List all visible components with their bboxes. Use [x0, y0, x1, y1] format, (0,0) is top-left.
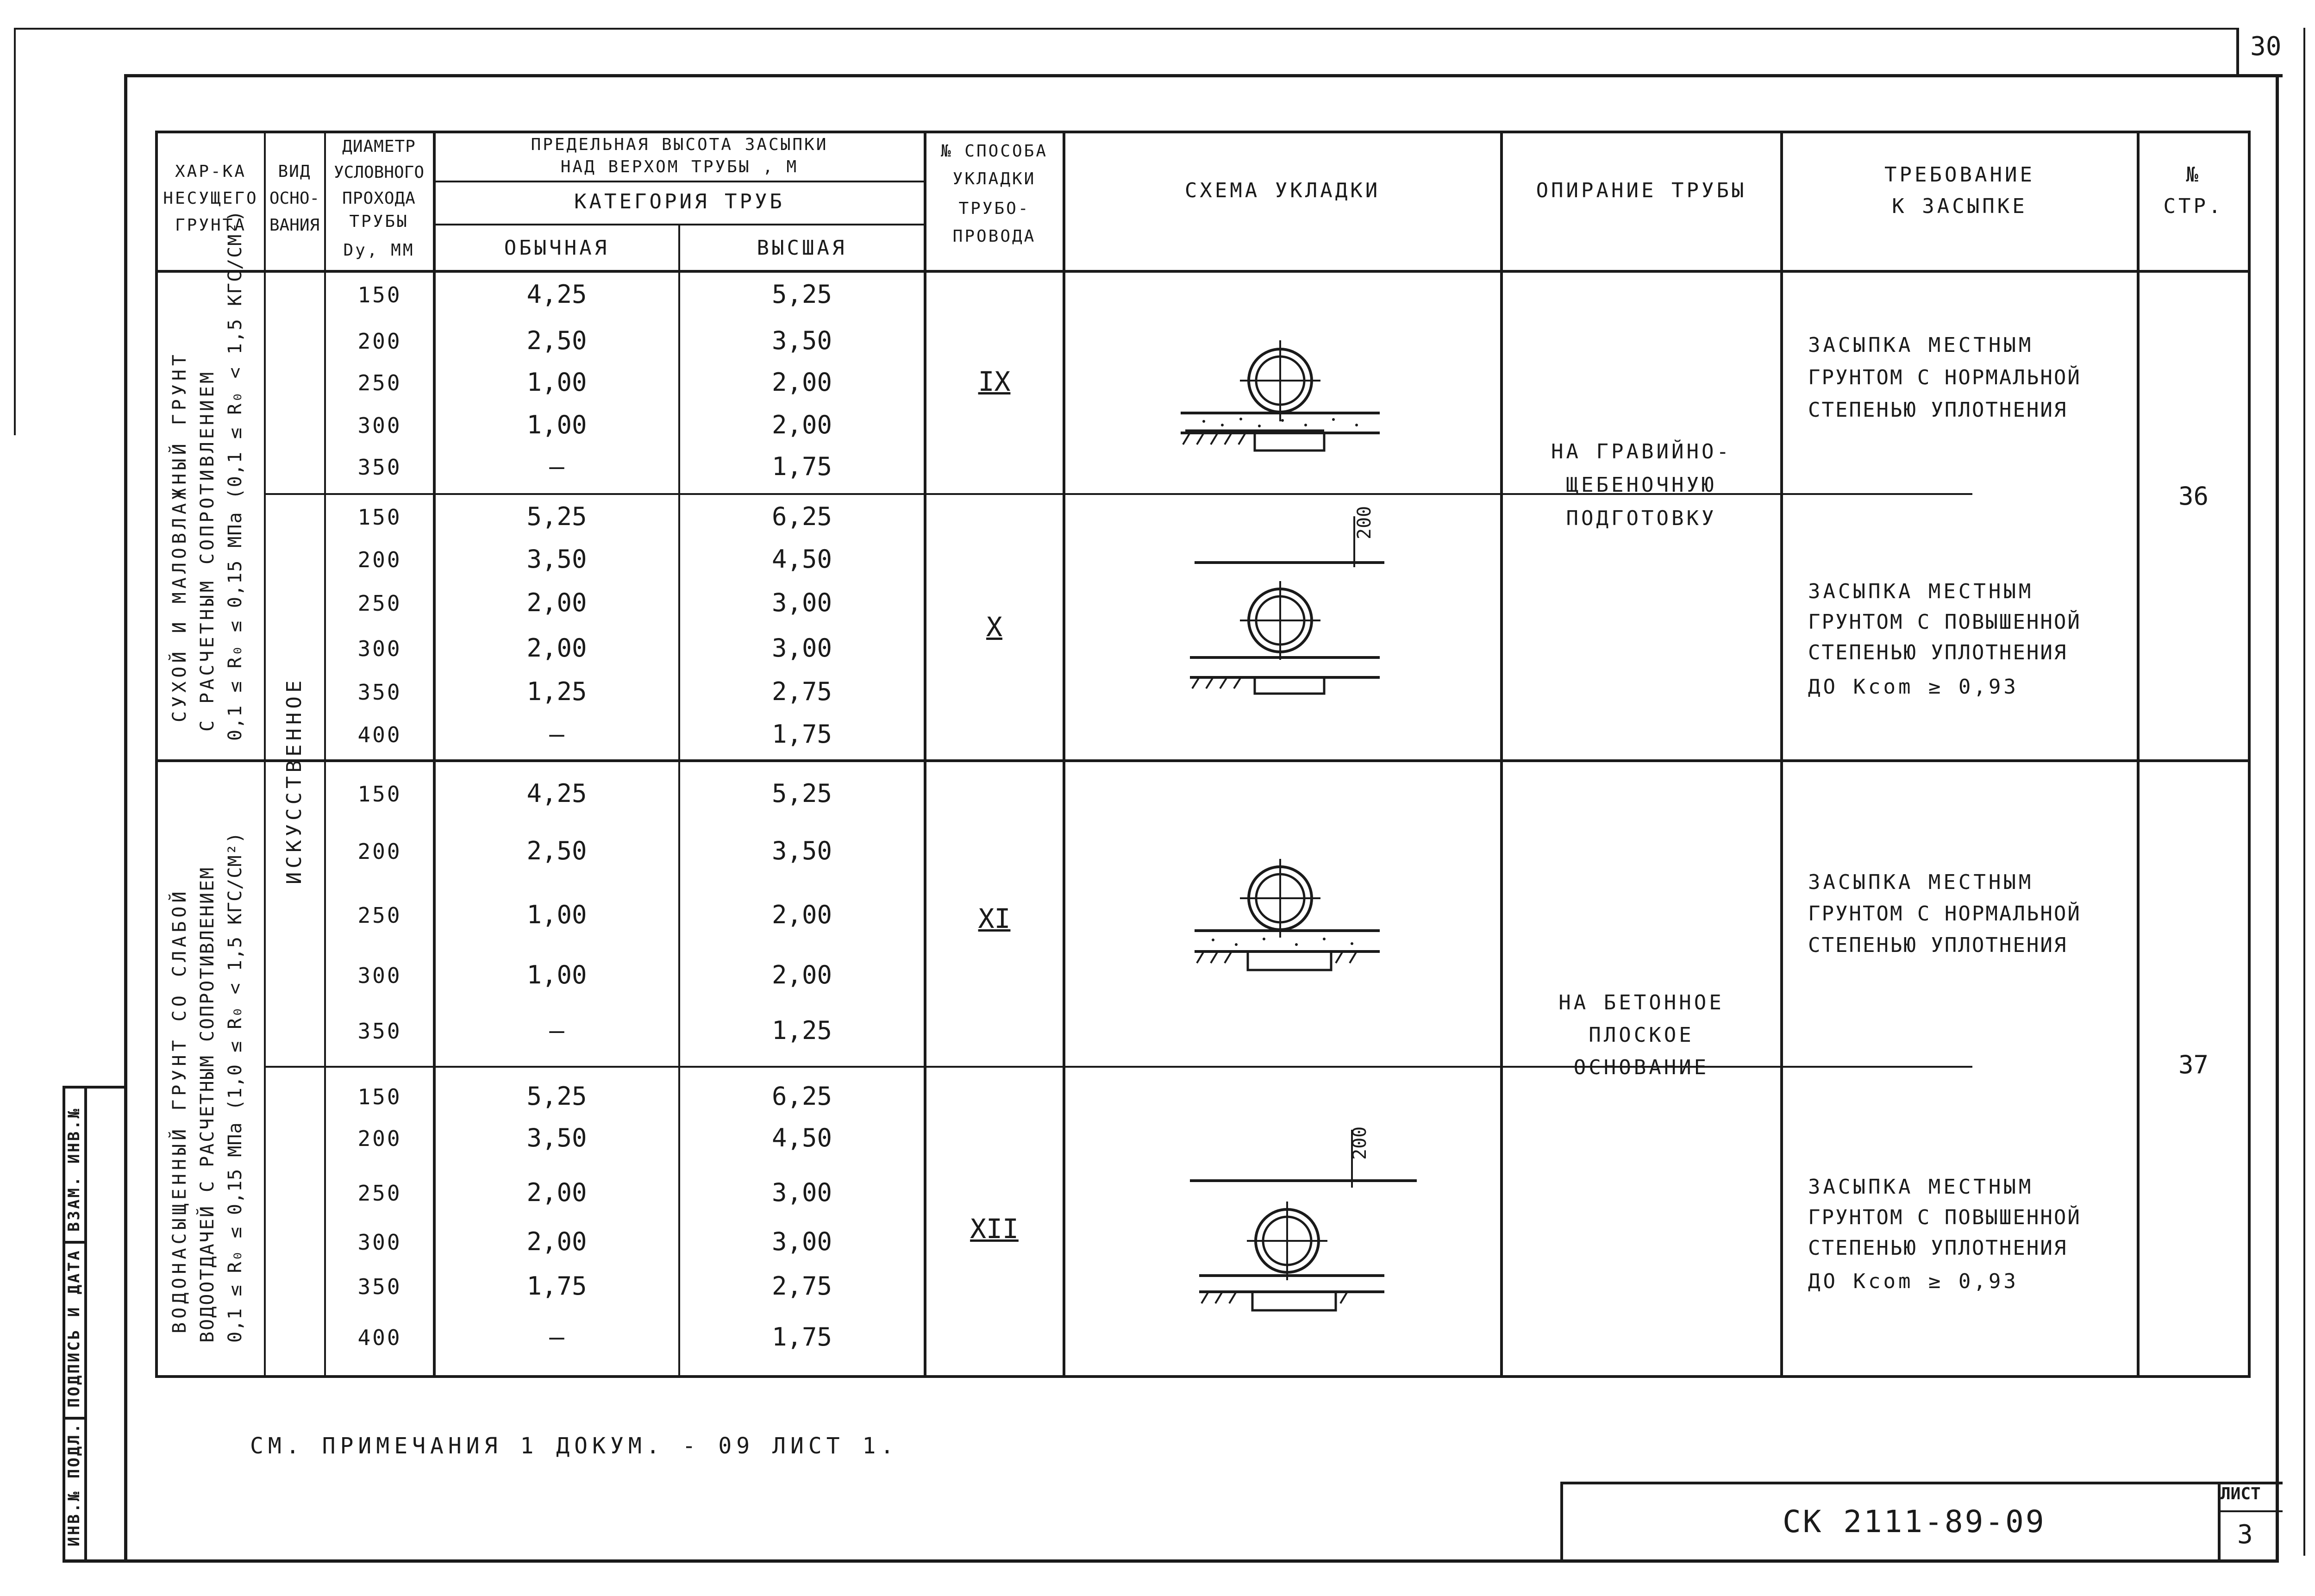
- side-stamp-div1: [63, 1241, 87, 1244]
- stamp-document: СК 2111-89-09: [1783, 1504, 2046, 1540]
- cell-high: 2,00: [771, 368, 832, 397]
- cell-diam: 200: [357, 329, 402, 354]
- cell-diam: 250: [357, 370, 402, 395]
- page-number: 30: [2250, 31, 2282, 62]
- cell-diam: 250: [357, 903, 402, 928]
- soil-1-line-1: СУХОЙ И МАЛОВЛАЖНЫЙ ГРУНТ: [169, 350, 190, 722]
- cell-high: 3,50: [771, 326, 832, 355]
- cell-diam: 150: [357, 1084, 402, 1109]
- side-stamp-replace: ВЗАМ. ИНВ.№: [65, 1107, 83, 1232]
- col-line-8: [1780, 131, 1783, 1378]
- col-line-9: [2137, 131, 2140, 1378]
- page-number-box-right: [2303, 28, 2305, 1556]
- right-border: [2276, 74, 2279, 1563]
- cell-ord: 3,50: [526, 1123, 587, 1152]
- cell-high: 2,00: [771, 900, 832, 929]
- col-line-0: [155, 131, 158, 1378]
- stamp-sheet-div: [2218, 1510, 2283, 1512]
- cell-diam: 200: [357, 839, 402, 864]
- stamp-top: [1560, 1482, 2283, 1484]
- cell-high: 1,75: [771, 720, 832, 749]
- side-stamp-div2: [63, 1417, 87, 1420]
- cell-high: 3,50: [771, 836, 832, 865]
- col-line-5: [924, 131, 926, 1378]
- cell-ord: 1,00: [526, 960, 587, 989]
- col-line-7: [1500, 131, 1503, 1378]
- cell-high: 2,75: [771, 1271, 832, 1301]
- cell-diam: 300: [357, 636, 402, 661]
- page-number-box-left: [2236, 28, 2239, 76]
- header-highest: ВЫСШАЯ: [757, 236, 847, 260]
- cell-ord: –: [549, 1016, 564, 1045]
- dim-label-x: 200: [1354, 506, 1375, 539]
- cell-diam: 350: [357, 1274, 402, 1299]
- cell-high: 4,50: [771, 545, 832, 574]
- cell-diam: 150: [357, 505, 402, 530]
- header-category: КАТЕГОРИЯ ТРУБ: [574, 190, 785, 213]
- base-type: ИСКУССТВЕННОЕ: [282, 676, 306, 884]
- cell-diam: 350: [357, 1019, 402, 1044]
- table-top: [155, 131, 2248, 133]
- cell-ord: 3,50: [526, 545, 587, 574]
- left-border: [124, 74, 127, 1563]
- cell-high: 3,00: [771, 633, 832, 663]
- cell-high: 2,75: [771, 677, 832, 706]
- top-outer-line: [14, 28, 2236, 30]
- cell-high: 1,75: [771, 452, 832, 481]
- cell-ord: 2,00: [526, 1178, 587, 1207]
- footnote: СМ. ПРИМЕЧАНИЯ 1 ДОКУМ. - 09 ЛИСТ 1.: [250, 1433, 899, 1459]
- cell-diam: 150: [357, 282, 402, 307]
- cell-ord: 1,00: [526, 410, 587, 439]
- side-stamp-top: [63, 1086, 127, 1089]
- dim-label-xii: 200: [1349, 1126, 1370, 1160]
- header-support: ОПИРАНИЕ ТРУБЫ: [1536, 179, 1747, 202]
- side-stamp-signature: ПОДПИСЬ И ДАТА: [65, 1249, 83, 1408]
- row-div-soil: [155, 759, 2248, 762]
- cell-ord: 1,75: [526, 1271, 587, 1301]
- header-div1: [433, 181, 924, 182]
- header-bottom: [155, 270, 2248, 273]
- cell-high: 5,25: [771, 280, 832, 309]
- col-line-10: [2248, 131, 2251, 1378]
- cell-ord: –: [549, 452, 564, 481]
- cell-ord: 5,25: [526, 1082, 587, 1111]
- cell-diam: 250: [357, 1181, 402, 1206]
- soil-1-line-2: С РАСЧЕТНЫМ СОПРОТИВЛЕНИЕМ: [197, 369, 218, 732]
- cell-ord: 5,25: [526, 502, 587, 531]
- cell-diam: 300: [357, 963, 402, 988]
- cell-high: 3,00: [771, 1227, 832, 1256]
- soil-2-line-2: ВОДООТДАЧЕЙ С РАСЧЕТНЫМ СОПРОТИВЛЕНИЕМ: [197, 866, 218, 1343]
- method-x: X: [986, 611, 1002, 643]
- cell-ord: 1,00: [526, 368, 587, 397]
- cell-high: 3,00: [771, 588, 832, 617]
- scheme-x: [1065, 498, 1500, 757]
- cell-ord: 2,50: [526, 326, 587, 355]
- cell-ord: 4,25: [526, 280, 587, 309]
- cell-ord: 2,00: [526, 633, 587, 663]
- cell-high: 2,00: [771, 410, 832, 439]
- bottom-border: [63, 1559, 2279, 1563]
- cell-ord: 4,25: [526, 779, 587, 808]
- cell-diam: 350: [357, 680, 402, 705]
- cell-ord: 1,00: [526, 900, 587, 929]
- scheme-ix: [1065, 278, 1500, 491]
- cell-diam: 350: [357, 455, 402, 480]
- cell-diam: 200: [357, 547, 402, 572]
- side-stamp-mid: [84, 1086, 87, 1563]
- cell-diam: 400: [357, 722, 402, 747]
- cell-high: 1,25: [771, 1016, 832, 1045]
- table-bottom: [155, 1375, 2248, 1378]
- cell-diam: 400: [357, 1325, 402, 1350]
- cell-high: 6,25: [771, 1082, 832, 1111]
- scheme-xi: [1065, 769, 1500, 1060]
- header-ordinary: ОБЫЧНАЯ: [504, 236, 610, 260]
- scheme-xii: [1065, 1070, 1500, 1371]
- stamp-sheet-number: 3: [2237, 1520, 2253, 1550]
- page-ref-36: 36: [2178, 482, 2209, 511]
- soil-2-line-3: 0,1 ≤ R₀ ≤ 0,15 МПа (1,0 ≤ R₀ < 1,5 КГС/СМ²): [225, 832, 246, 1343]
- cell-high: 2,00: [771, 960, 832, 989]
- cell-high: 1,75: [771, 1322, 832, 1352]
- method-ix: IX: [978, 366, 1011, 397]
- cell-diam: 250: [357, 591, 402, 616]
- stamp-sheet-label: ЛИСТ: [2221, 1484, 2261, 1503]
- col-line-1: [264, 131, 266, 1378]
- cell-high: 5,25: [771, 779, 832, 808]
- cell-high: 3,00: [771, 1178, 832, 1207]
- cell-ord: 2,00: [526, 1227, 587, 1256]
- soil-2-line-1: ВОДОНАСЫЩЕННЫЙ ГРУНТ СО СЛАБОЙ: [169, 888, 190, 1333]
- method-xi: XI: [978, 903, 1011, 934]
- cell-diam: 300: [357, 413, 402, 438]
- page-ref-37: 37: [2178, 1050, 2209, 1079]
- side-stamp-inv: ИНВ.№ ПОДЛ.: [65, 1421, 83, 1546]
- header-scheme: СХЕМА УКЛАДКИ: [1184, 179, 1381, 202]
- soil-1-line-3: 0,1 ≤ R₀ ≤ 0,15 МПа (0,1 ≤ R₀ < 1,5 КГС/СМ²): [225, 209, 246, 741]
- left-outer-line: [14, 28, 16, 435]
- cell-ord: 1,25: [526, 677, 587, 706]
- cell-high: 6,25: [771, 502, 832, 531]
- stamp-left: [1560, 1482, 1563, 1560]
- col-line-2: [324, 131, 326, 1378]
- cell-ord: –: [549, 1322, 564, 1352]
- cell-diam: 300: [357, 1230, 402, 1255]
- top-border: [125, 74, 2283, 77]
- cell-ord: 2,00: [526, 588, 587, 617]
- method-xii: XII: [970, 1213, 1019, 1245]
- cell-ord: –: [549, 720, 564, 749]
- cell-ord: 2,50: [526, 836, 587, 865]
- cell-diam: 150: [357, 782, 402, 807]
- cell-high: 4,50: [771, 1123, 832, 1152]
- cell-diam: 200: [357, 1126, 402, 1151]
